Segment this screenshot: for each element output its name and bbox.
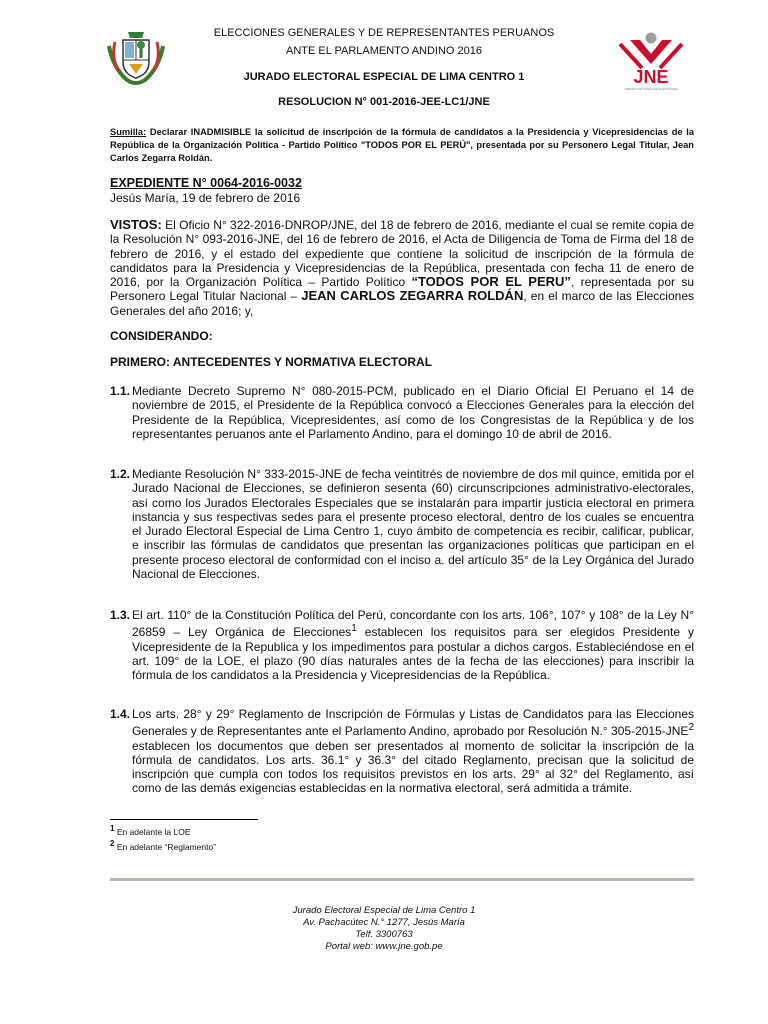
expediente-number: EXPEDIENTE N° 0064-2016-0032 <box>110 176 302 190</box>
vistos-party-name: “TODOS POR EL PERU” <box>411 274 571 290</box>
jne-logo-text: JNE <box>633 67 669 87</box>
jne-logo-subtext: JURADO NACIONAL DE ELECCIONES <box>624 87 678 91</box>
footer-address: Av. Pachacútec N.° 1277, Jesús María <box>303 917 465 928</box>
item-text-b: establecen los requisitos para ser elegidos Presidente y Vicepresidente de la Republica y los impedimentos para postular a dichos cargos. Estableciéndose en el art. 109° de la LOE, el plazo (90 días naturales antes de la fecha de las elecciones) para inscribir la fórmula de los candidatos a la Presidencia y Vicepresidencias de la República. <box>132 625 694 683</box>
item-number: 1.3. <box>110 608 131 622</box>
considerando-heading: CONSIDERANDO: <box>110 329 213 343</box>
footnote-ref-2: 2 <box>688 722 694 734</box>
considerando-item-1-2 <box>110 467 694 581</box>
footnote-2 <box>110 839 216 852</box>
item-text-a: Los arts. 28° y 29° Reglamento de Inscripción de Fórmulas y Listas de Candidatos para las Elecciones Generales y de Representantes ante el Parlamento Andino, aprobado por Resolución N.° 305-2015-JNE <box>132 707 694 739</box>
item-text-a: El art. 110° de la Constitución Política del Perú, concordante con los arts. 106°, 107° y 108° de la Ley N° 26859 – Ley Orgánica de Elecciones <box>132 608 694 640</box>
document-date: Jesús María, 19 de febrero de 2016 <box>110 191 301 205</box>
item-number: 1.4. <box>110 707 131 721</box>
sumilla-label: Sumilla: <box>110 127 147 137</box>
jne-logo-icon <box>612 30 690 92</box>
item-text <box>132 707 694 796</box>
item-number: 1.1. <box>110 384 131 398</box>
vistos-text-1: El Oficio N° 322-2016-DNROP/JNE, del 18 de febrero de 2016, mediante el cual se remite copia de la Resolución N° 093-2016-JNE, del 16 de febrero de 2016, el Acta de Diligencia de Toma de Firma del 18 de febrero de 2016, y el estado del expediente que contiene la solicitud de inscripción de la fórmula de candidatos para la Presidencia y Vicepresidencias de la República, presentada con fecha 11 de enero de 2016, por la Organización Política – Partido Político <box>110 218 694 290</box>
election-title-line-2: ANTE EL PARLAMENTO ANDINO 2016 <box>285 45 483 57</box>
footnote-ref-1: 1 <box>351 623 357 635</box>
vistos-text-2: , representada por su Personero Legal Titular Nacional – <box>110 275 694 304</box>
vistos-text-3: , en el marco de las Elecciones Generales del año 2016; y, <box>110 289 694 318</box>
vistos-paragraph <box>110 218 694 318</box>
item-text-b: establecen los documentos que deben ser presentados al momento de solicitar la inscripción de la fórmula de candidatos. Los arts. 36.1° y 36.3° del citado Reglamento, precisan que la solicitud de inscripción que cumpla con todos los requisitos previstos en los arts. 29° al 32° del Reglamento, así como de las demás exigencias establecidas en la normativa electoral, será admitida a trámite. <box>132 738 694 796</box>
considerando-item-1-3 <box>110 608 694 682</box>
considerando-item-1-4 <box>110 707 694 796</box>
footer-portal: Portal web: www.jne.gob.pe <box>325 941 443 952</box>
election-title-line-1: ELECCIONES GENERALES Y DE REPRESENTANTES PERUANOS <box>213 27 555 39</box>
footnote-number: 1 <box>110 824 115 833</box>
footer-phone: Telf. 3300763 <box>355 929 413 940</box>
resolution-number: RESOLUCION N° 001-2016-JEE-LC1/JNE <box>278 96 490 108</box>
footnote-number: 2 <box>110 839 115 848</box>
primero-heading: PRIMERO: ANTECEDENTES Y NORMATIVA ELECTORAL <box>110 355 433 369</box>
footnote-1 <box>110 824 191 837</box>
vistos-label: VISTOS: <box>110 217 162 232</box>
footnote-text: En adelante la LOE <box>114 826 191 837</box>
footnote-divider <box>110 819 258 820</box>
sumilla-summary <box>110 126 694 164</box>
item-number: 1.2. <box>110 467 131 481</box>
jurado-title: JURADO ELECTORAL ESPECIAL DE LIMA CENTRO 1 <box>243 71 525 83</box>
footer-divider <box>110 878 694 881</box>
item-text <box>132 608 694 682</box>
item-text: Mediante Resolución N° 333-2015-JNE de fecha veintitrés de noviembre de dos mil quince, emitida por el Jurado Nacional de Elecciones, se definieron sesenta (60) circunscripciones administrativo-electorales, así como los Jurados Electorales Especiales que se instalarán para impartir justicia electoral en primera instancia y sus respectivas sedes para el presente proceso electoral, dentro de los cuales se encuentra el Jurado Electoral Especial de Lima Centro 1, cuyo ámbito de competencia es recibir, calificar, publicar, e inscribir las fórmulas de candidatos que presentan las organizaciones políticas que participan en el presente proceso electoral de conformidad con el inciso a. del artículo 35° de la Ley Orgánica del Jurado Nacional de Elecciones. <box>132 467 694 582</box>
footer-line-1: Jurado Electoral Especial de Lima Centro 1 <box>292 905 476 916</box>
sumilla-text: Declarar INADMISIBLE la solicitud de inscripción de la fórmula de candidatos a la Presidencia y Vicepresidencias de la República de la Organización Política - Partido Político "TODOS POR EL PERÚ", presentada por su Personero Legal Titular, Jean Carlos Zegarra Roldán. <box>110 127 694 163</box>
footnote-text: En adelante “Reglamento” <box>114 841 217 852</box>
considerando-item-1-1 <box>110 384 694 441</box>
item-text: Mediante Decreto Supremo N° 080-2015-PCM, publicado en el Diario Oficial El Peruano el 14 de noviembre de 2015, el Presidente de la República convocó a Elecciones Generales para la elección del Presidente de la República, Vicepresidentes, así como de los Congresistas de la República y de los representantes peruanos ante el Parlamento Andino, para el domingo 10 de abril de 2016. <box>132 384 694 441</box>
vistos-person-name: JEAN CARLOS ZEGARRA ROLDÁN <box>301 288 524 304</box>
